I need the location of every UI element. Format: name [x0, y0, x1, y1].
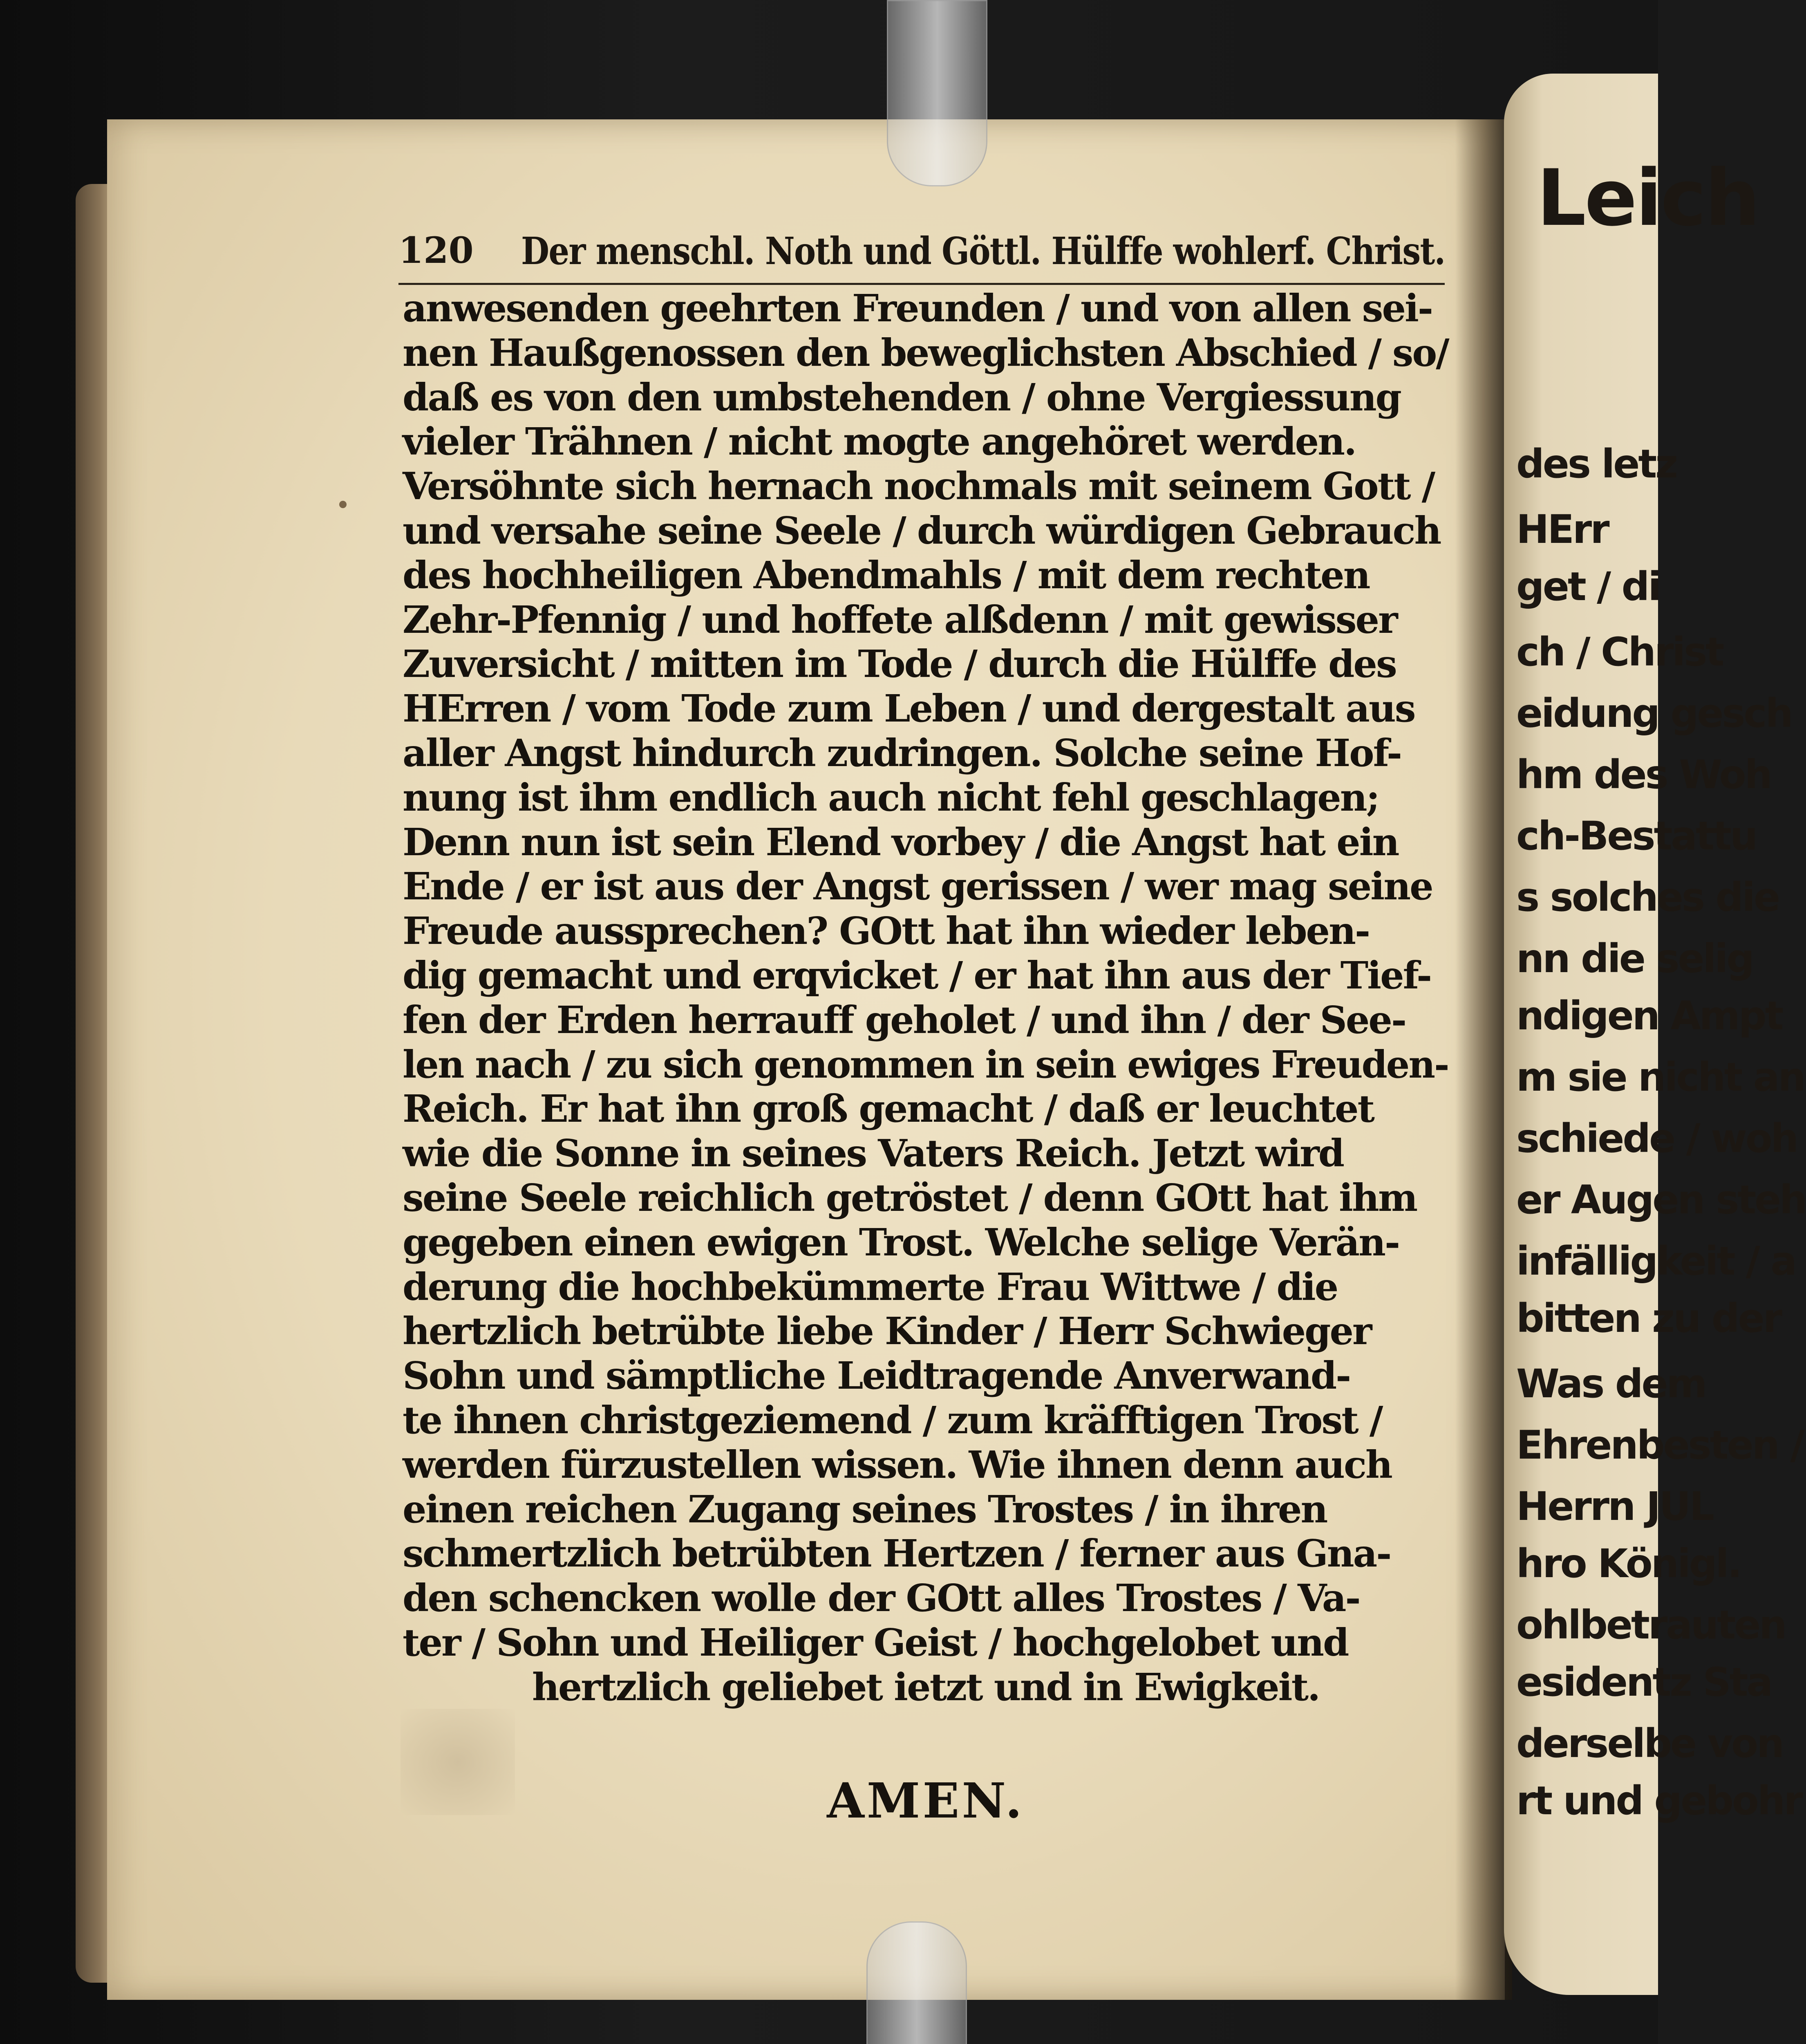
paper-spot — [339, 501, 347, 508]
text-line: len nach / zu sich genommen in sein ewiges Freuden- — [403, 1042, 1448, 1087]
closing-amen: AMEN. — [827, 1772, 1025, 1829]
text-line: Sohn und sämptliche Leidtragende Anverwand- — [403, 1354, 1350, 1398]
text-line: Denn nun ist sein Elend vorbey / die Angst hat ein — [403, 820, 1399, 864]
facing-page-line: ch-Bestattu — [1516, 813, 1757, 859]
text-line: anwesenden geehrten Freunden / und von allen sei- — [403, 286, 1432, 330]
facing-page-line: Ehrenbesten / — [1516, 1422, 1803, 1468]
text-line: wie die Sonne in seines Vaters Reich. Jetzt wird — [403, 1131, 1344, 1176]
text-line: Reich. Er hat ihn groß gemacht / daß er leuchtet — [403, 1087, 1374, 1131]
facing-page-line: rt und gebohr — [1516, 1778, 1802, 1824]
facing-page-line: get / di — [1516, 564, 1660, 610]
page-clip-bottom — [866, 1921, 967, 2044]
running-title: Der menschl. Noth und Göttl. Hülffe wohlerf. Christ. — [521, 229, 1445, 273]
facing-page-line: hro Königl. — [1516, 1541, 1741, 1587]
facing-page-line: HErr — [1516, 507, 1608, 552]
text-line: werden fürzustellen wissen. Wie ihnen denn auch — [403, 1442, 1392, 1487]
facing-page-line: infälligkeit / a — [1516, 1238, 1796, 1284]
text-line: Freude aussprechen? GOtt hat ihn wieder leben- — [403, 909, 1370, 953]
text-line: te ihnen christgeziemend / zum kräfftigen Trost / — [403, 1398, 1382, 1442]
facing-page-line: schiede / woh — [1516, 1116, 1797, 1161]
facing-page-line: Herrn JUL — [1516, 1484, 1713, 1529]
facing-page-line: hm des Woh — [1516, 752, 1771, 798]
facing-page-line: eidung gesch — [1516, 690, 1792, 736]
text-line: und versahe seine Seele / durch würdigen Gebrauch — [403, 508, 1441, 553]
facing-page-line: des letz — [1516, 441, 1677, 487]
text-line: ter / Sohn und Heiliger Geist / hochgelobet und — [403, 1620, 1348, 1665]
facing-page-line: s solches die — [1516, 874, 1779, 920]
facing-page-line: bitten zu der — [1516, 1295, 1781, 1341]
facing-page-line: derselbe von — [1516, 1721, 1783, 1766]
facing-page-line: ch / Christ — [1516, 629, 1723, 675]
page-header — [398, 229, 1449, 282]
text-line: des hochheiligen Abendmahls / mit dem rechten — [403, 553, 1370, 597]
text-line: derung die hochbekümmerte Frau Wittwe / die — [403, 1264, 1338, 1309]
text-line: seine Seele reichlich getröstet / denn GOtt hat ihm — [403, 1175, 1417, 1220]
facing-page-line: esidentz Sta — [1516, 1659, 1772, 1705]
text-line: daß es von den umbstehenden / ohne Vergiessung — [403, 375, 1401, 419]
facing-page-line: nn die selig — [1516, 936, 1753, 982]
header-rule — [398, 283, 1445, 285]
text-line: Versöhnte sich hernach nochmals mit seinem Gott / — [403, 464, 1435, 509]
text-line: den schencken wolle der GOtt alles Trostes / Va- — [403, 1576, 1360, 1620]
facing-page-line: Was dem — [1516, 1361, 1706, 1407]
facing-page-line: er Augen steh — [1516, 1177, 1806, 1223]
text-line: nung ist ihm endlich auch nicht fehl geschlagen; — [403, 775, 1379, 820]
text-line: einen reichen Zugang seines Trostes / in ihren — [403, 1487, 1327, 1531]
facing-page-line: Leich — [1537, 153, 1759, 243]
text-line: vieler Trähnen / nicht mogte angehöret werden. — [403, 419, 1356, 464]
text-line: fen der Erden herrauff geholet / und ihn / der See- — [403, 997, 1406, 1042]
page-gutter — [1455, 119, 1512, 2000]
facing-page-line: ndigen Ampt — [1516, 993, 1782, 1039]
text-line: Ende / er ist aus der Angst gerissen / wer mag seine — [403, 864, 1432, 909]
text-line: nen Haußgenossen den beweglichsten Abschied / so/ — [403, 330, 1448, 375]
text-line: hertzlich geliebet ietzt und in Ewigkeit. — [532, 1665, 1320, 1709]
facing-page-line: ohlbetrauten — [1516, 1602, 1786, 1648]
page-number: 120 — [398, 229, 474, 271]
text-line: aller Angst hindurch zudringen. Solche seine Hof- — [403, 731, 1401, 775]
text-line: Zuversicht / mitten im Tode / durch die Hülffe des — [403, 642, 1396, 686]
facing-page — [1504, 74, 1806, 1995]
text-line: hertzlich betrübte liebe Kinder / Herr Schwieger — [403, 1309, 1371, 1354]
text-line: gegeben einen ewigen Trost. Welche selige Verän- — [403, 1220, 1399, 1264]
body-text — [403, 286, 1449, 1710]
text-line: schmertzlich betrübten Hertzen / ferner aus Gna- — [403, 1531, 1391, 1576]
text-line: Zehr-Pfennig / und hoffete alßdenn / mit gewisser — [403, 597, 1397, 642]
text-line: HErren / vom Tode zum Leben / und dergestalt aus — [403, 686, 1415, 731]
facing-page-line: m sie nicht an — [1516, 1054, 1804, 1100]
text-line: dig gemacht und erqvicket / er hat ihn aus der Tief- — [403, 953, 1431, 997]
page-clip-top — [887, 0, 987, 186]
